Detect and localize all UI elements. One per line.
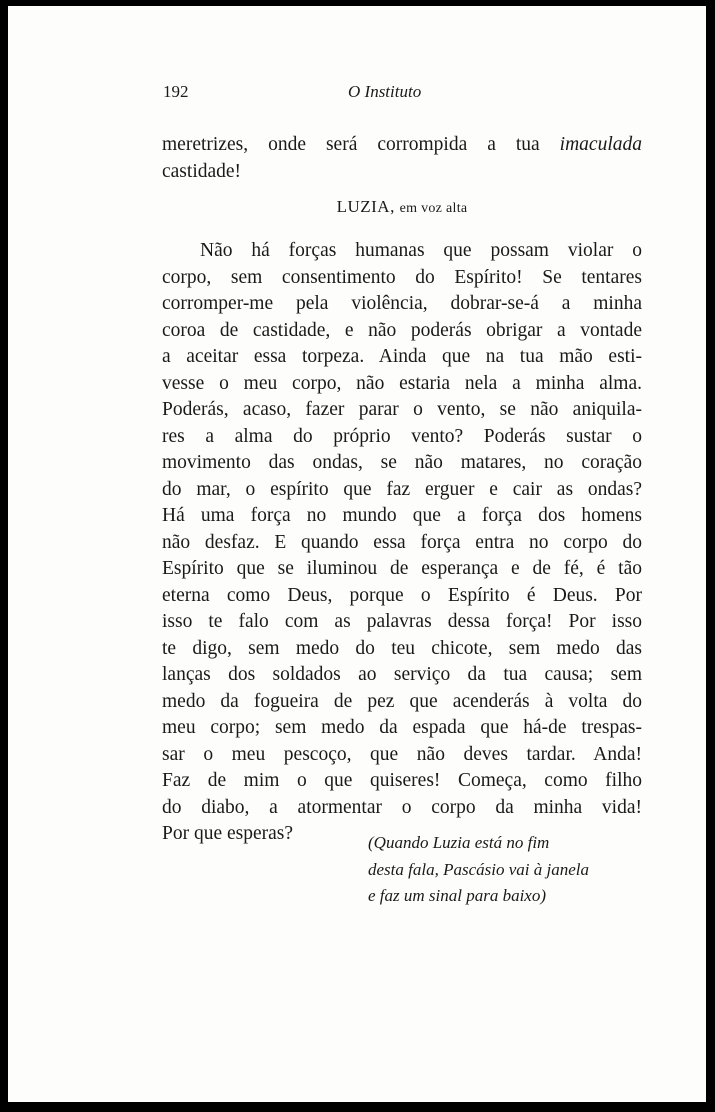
text-line: medo da fogueira de pez que acenderás à volta do [162, 690, 642, 712]
text-line: Há uma força no mundo que a força dos homens [162, 505, 642, 526]
text-line: Faz de mim o que quiseres! Começa, como filho [162, 770, 642, 791]
text-line: meu corpo; sem medo da espada que há-de trespas- [162, 717, 642, 738]
text-line: Poderás, acaso, fazer parar o vento, se não aniquila- [162, 399, 642, 420]
text-line: res a alma do próprio vento? Poderás sustar o [162, 425, 642, 447]
text-line: movimento das ondas, se não matares, no coração [162, 452, 642, 473]
text-line: sar o meu pescoço, que não deves tardar. Anda! [162, 743, 642, 765]
text-line: corpo, sem consentimento do Espírito! Se tentares [162, 266, 642, 288]
page-number: 192 [163, 82, 189, 101]
stage-line: e faz um sinal para baixo) [368, 886, 547, 905]
intro-line-1: meretrizes, onde será corrompida a tua imaculada [162, 134, 642, 155]
text-line: eterna como Deus, porque o Espírito é Deus. Por [162, 584, 642, 606]
text-line: coroa de castidade, e não poderás obrigar a vontade [162, 319, 642, 341]
speaker-name: LUZIA, [336, 197, 395, 216]
text-line: vesse o meu corpo, não estaria nela a minha alma. [162, 372, 642, 394]
intro-text [162, 132, 642, 185]
text-line: a aceitar essa torpeza. Ainda que na tua mão esti- [162, 346, 642, 367]
speech-text [162, 238, 642, 848]
speaker-direction: em voz alta [399, 201, 468, 216]
text-line: te digo, sem medo do teu chicote, sem medo das [162, 637, 642, 659]
book-page [8, 6, 706, 1102]
stage-direction [368, 830, 668, 910]
text-line [162, 132, 642, 159]
running-title: O Instituto [348, 82, 422, 101]
text-line: lanças dos soldados ao serviço da tua causa; sem [162, 664, 642, 685]
text-line: não desfaz. E quando essa força entra no corpo do [162, 531, 642, 553]
text-line: do mar, o espírito que faz erguer e cair as ondas? [162, 478, 642, 500]
stage-line: (Quando Luzia está no fim [368, 833, 550, 852]
text-line: Espírito que se iluminou de esperança e de fé, é tão [162, 558, 642, 579]
stage-line: desta fala, Pascásio vai à janela [368, 859, 589, 879]
text-line: Por que esperas? [162, 823, 294, 844]
text-line: do diabo, a atormentar o corpo da minha vida! [162, 796, 642, 818]
speaker-heading [162, 197, 642, 217]
page-header [8, 82, 706, 106]
text-line: corromper-me pela violência, dobrar-se-á a minha [162, 293, 642, 314]
text-line: isso te falo com as palavras dessa força! Por isso [162, 611, 642, 632]
text-line: castidade! [162, 160, 242, 182]
text-line: Não há forças humanas que possam violar o [200, 240, 642, 261]
